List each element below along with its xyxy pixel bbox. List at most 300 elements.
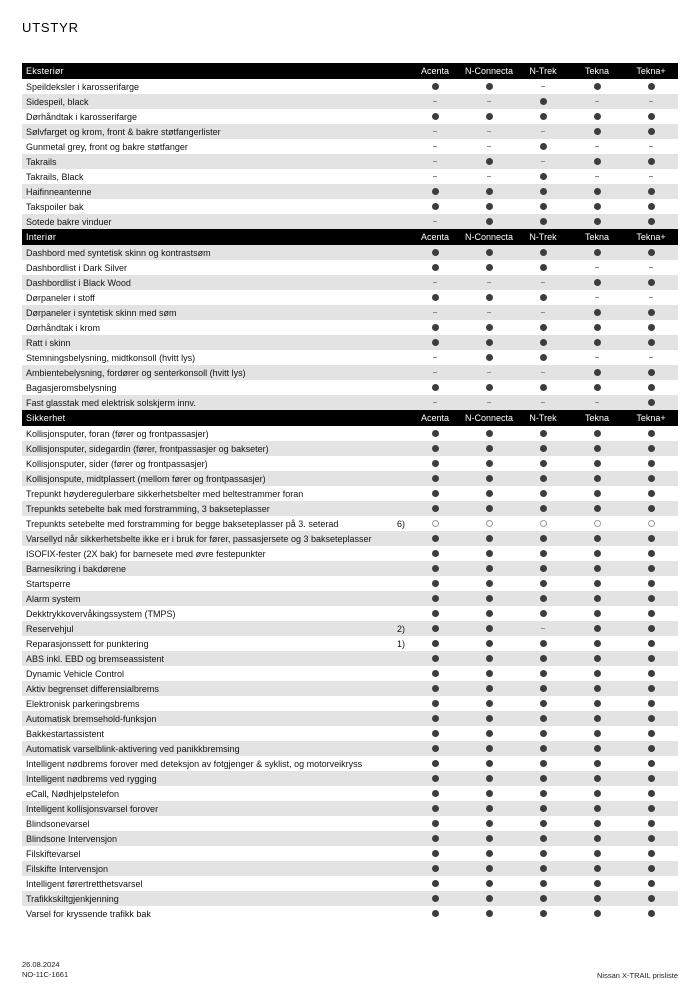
footer-date: 26.08.2024 (22, 960, 60, 969)
value-cell (624, 835, 678, 842)
feature-row (22, 305, 678, 320)
value-cell (462, 402, 516, 403)
value-cell (570, 267, 624, 268)
value-cell (516, 430, 570, 437)
value-cell (624, 850, 678, 857)
included-dot-icon (648, 700, 655, 707)
included-dot-icon (486, 805, 493, 812)
value-cell (570, 820, 624, 827)
dash-icon (595, 402, 599, 403)
value-cell (570, 249, 624, 256)
value-cell (516, 143, 570, 150)
value-cell (408, 324, 462, 331)
included-dot-icon (486, 505, 493, 512)
included-dot-icon (648, 640, 655, 647)
included-dot-icon (486, 294, 493, 301)
included-dot-icon (594, 745, 601, 752)
value-cell (408, 131, 462, 132)
value-cell (462, 282, 516, 283)
value-cell (408, 372, 462, 373)
value-cell (570, 113, 624, 120)
value-cell (462, 655, 516, 662)
column-headers (408, 66, 678, 76)
value-cell (624, 625, 678, 632)
feature-label: Reservehjul (26, 623, 74, 634)
value-cell (408, 402, 462, 403)
dash-icon (487, 282, 491, 283)
value-cell (624, 357, 678, 358)
value-cell (570, 595, 624, 602)
feature-row (22, 771, 678, 786)
included-dot-icon (594, 715, 601, 722)
value-cell (462, 312, 516, 313)
feature-label: Dekktrykkovervåkingssystem (TMPS) (26, 608, 176, 619)
value-cell (462, 775, 516, 782)
included-dot-icon (594, 279, 601, 286)
value-cell (408, 625, 462, 632)
value-cell (570, 384, 624, 391)
value-cell (408, 83, 462, 90)
value-cell (516, 264, 570, 271)
feature-label: Dørhåndtak i krom (26, 322, 101, 333)
feature-row (22, 651, 678, 666)
included-dot-icon (648, 188, 655, 195)
included-dot-icon (648, 715, 655, 722)
included-dot-icon (648, 850, 655, 857)
included-dot-icon (432, 384, 439, 391)
feature-row (22, 290, 678, 305)
included-dot-icon (486, 685, 493, 692)
value-cell (570, 835, 624, 842)
feature-row (22, 846, 678, 861)
value-cell (624, 297, 678, 298)
included-dot-icon (594, 535, 601, 542)
included-dot-icon (486, 354, 493, 361)
feature-label: Varsel for kryssende trafikk bak (26, 908, 151, 919)
feature-label: Kollisjonsputer, sidegardin (fører, frontpassasjer og bakseter) (26, 443, 269, 454)
value-cell (624, 640, 678, 647)
dash-icon (433, 146, 437, 147)
value-cell (624, 128, 678, 135)
feature-label: Fast glasstak med elektrisk solskjerm innv. (26, 397, 196, 408)
value-cell (624, 188, 678, 195)
value-cell (516, 745, 570, 752)
included-dot-icon (648, 490, 655, 497)
value-cell (516, 880, 570, 887)
included-dot-icon (432, 460, 439, 467)
value-cell (462, 790, 516, 797)
feature-label: Intelligent kollisjonsvarsel forover (26, 803, 159, 814)
included-dot-icon (648, 475, 655, 482)
included-dot-icon (594, 83, 601, 90)
included-dot-icon (594, 595, 601, 602)
feature-label: Dashbordlist i Dark Silver (26, 262, 128, 273)
value-cell (570, 700, 624, 707)
dash-icon (541, 312, 545, 313)
value-cell (408, 203, 462, 210)
feature-row (22, 154, 678, 169)
included-dot-icon (540, 535, 547, 542)
feature-row (22, 561, 678, 576)
feature-row (22, 169, 678, 184)
included-dot-icon (648, 445, 655, 452)
value-cell (570, 610, 624, 617)
feature-row (22, 906, 678, 921)
included-dot-icon (486, 895, 493, 902)
included-dot-icon (594, 640, 601, 647)
included-dot-icon (486, 188, 493, 195)
value-cell (462, 745, 516, 752)
value-cell (516, 775, 570, 782)
included-dot-icon (432, 595, 439, 602)
value-cell (516, 131, 570, 132)
included-dot-icon (648, 820, 655, 827)
value-cell (624, 700, 678, 707)
included-dot-icon (594, 339, 601, 346)
value-cell (462, 715, 516, 722)
included-dot-icon (540, 188, 547, 195)
value-cell (570, 279, 624, 286)
included-dot-icon (486, 760, 493, 767)
included-dot-icon (540, 715, 547, 722)
included-dot-icon (540, 865, 547, 872)
included-dot-icon (486, 550, 493, 557)
feature-row (22, 94, 678, 109)
included-dot-icon (648, 128, 655, 135)
included-dot-icon (594, 910, 601, 917)
value-cell (570, 83, 624, 90)
included-dot-icon (432, 430, 439, 437)
feature-label: Elektronisk parkeringsbrems (26, 698, 140, 709)
value-cell (570, 550, 624, 557)
dash-icon (649, 357, 653, 358)
value-cell (462, 218, 516, 225)
value-cell (624, 550, 678, 557)
feature-row (22, 876, 678, 891)
value-cell (516, 354, 570, 361)
included-dot-icon (594, 835, 601, 842)
dash-icon (541, 372, 545, 373)
value-cell (570, 580, 624, 587)
feature-row (22, 335, 678, 350)
included-dot-icon (540, 595, 547, 602)
footer-left (22, 960, 68, 980)
included-dot-icon (540, 445, 547, 452)
value-cell (624, 880, 678, 887)
included-dot-icon (594, 158, 601, 165)
included-dot-icon (432, 83, 439, 90)
feature-label: eCall, Nødhjelpstelefon (26, 788, 120, 799)
included-dot-icon (594, 580, 601, 587)
feature-label: Ratt i skinn (26, 337, 71, 348)
value-cell (516, 339, 570, 346)
included-dot-icon (594, 384, 601, 391)
feature-label: Varsellyd når sikkerhetsbelte ikke er i bruk for fører, passasjersete og 3 bakseteplasser (26, 533, 372, 544)
value-cell (408, 282, 462, 283)
included-dot-icon (594, 113, 601, 120)
value-cell (462, 505, 516, 512)
feature-row (22, 275, 678, 290)
dash-icon (595, 176, 599, 177)
feature-footnote: 1) (396, 638, 405, 649)
included-dot-icon (486, 430, 493, 437)
feature-label: Intelligent nødbrems ved rygging (26, 773, 157, 784)
value-cell (516, 372, 570, 373)
included-dot-icon (540, 203, 547, 210)
value-cell (408, 445, 462, 452)
included-dot-icon (432, 113, 439, 120)
feature-label: Barnesikring i bakdørene (26, 563, 127, 574)
value-cell (624, 339, 678, 346)
feature-row (22, 891, 678, 906)
value-cell (624, 146, 678, 147)
value-cell (408, 895, 462, 902)
value-cell (624, 535, 678, 542)
feature-label: Alarm system (26, 593, 81, 604)
included-dot-icon (594, 128, 601, 135)
value-cell (516, 384, 570, 391)
included-dot-icon (432, 760, 439, 767)
feature-row (22, 395, 678, 410)
value-cell (516, 520, 570, 527)
value-cell (462, 700, 516, 707)
included-dot-icon (648, 565, 655, 572)
included-dot-icon (540, 685, 547, 692)
feature-label: Dørpaneler i syntetisk skinn med søm (26, 307, 177, 318)
included-dot-icon (432, 820, 439, 827)
included-dot-icon (432, 188, 439, 195)
feature-label: Ambientebelysning, fordører og senterkonsoll (hvitt lys) (26, 367, 246, 378)
included-dot-icon (594, 625, 601, 632)
feature-row (22, 260, 678, 275)
feature-label: Sidespeil, black (26, 96, 89, 107)
included-dot-icon (594, 249, 601, 256)
included-dot-icon (594, 760, 601, 767)
dash-icon (595, 146, 599, 147)
value-cell (624, 203, 678, 210)
value-cell (516, 445, 570, 452)
column-headers (408, 232, 678, 242)
feature-label: Intelligent nødbrems forover med deteksjon av fotgjenger & syklist, og motorveikryss (26, 758, 363, 769)
value-cell (408, 176, 462, 177)
included-dot-icon (594, 655, 601, 662)
dash-icon (649, 267, 653, 268)
included-dot-icon (540, 640, 547, 647)
value-cell (570, 339, 624, 346)
included-dot-icon (594, 369, 601, 376)
value-cell (570, 640, 624, 647)
feature-label: Filskifte Intervensjon (26, 863, 109, 874)
feature-row (22, 139, 678, 154)
value-cell (462, 580, 516, 587)
value-cell (408, 249, 462, 256)
included-dot-icon (594, 850, 601, 857)
included-dot-icon (540, 430, 547, 437)
value-cell (624, 505, 678, 512)
value-cell (462, 520, 516, 527)
included-dot-icon (594, 460, 601, 467)
included-dot-icon (648, 399, 655, 406)
column-headers (408, 413, 678, 423)
included-dot-icon (486, 83, 493, 90)
included-dot-icon (540, 880, 547, 887)
included-dot-icon (432, 850, 439, 857)
value-cell (516, 249, 570, 256)
value-cell (408, 760, 462, 767)
value-cell (570, 775, 624, 782)
value-cell (408, 490, 462, 497)
value-cell (516, 282, 570, 283)
value-cell (624, 475, 678, 482)
value-cell (408, 595, 462, 602)
value-cell (570, 369, 624, 376)
value-cell (516, 565, 570, 572)
feature-label: Gunmetal grey, front og bakre støtfanger (26, 141, 188, 152)
value-cell (408, 640, 462, 647)
value-cell (408, 535, 462, 542)
value-cell (570, 535, 624, 542)
feature-row (22, 591, 678, 606)
value-cell (408, 775, 462, 782)
value-cell (516, 790, 570, 797)
feature-row (22, 380, 678, 395)
value-cell (570, 309, 624, 316)
value-cell (516, 820, 570, 827)
included-dot-icon (594, 188, 601, 195)
feature-row (22, 726, 678, 741)
included-dot-icon (648, 339, 655, 346)
included-dot-icon (648, 910, 655, 917)
included-dot-icon (432, 249, 439, 256)
feature-row (22, 245, 678, 260)
included-dot-icon (648, 384, 655, 391)
value-cell (462, 430, 516, 437)
column-header: Tekna+ (636, 66, 666, 76)
included-dot-icon (540, 820, 547, 827)
included-dot-icon (594, 490, 601, 497)
value-cell (624, 895, 678, 902)
included-dot-icon (540, 294, 547, 301)
included-dot-icon (486, 700, 493, 707)
included-dot-icon (540, 505, 547, 512)
value-cell (516, 460, 570, 467)
value-cell (516, 173, 570, 180)
column-header: N-Connecta (464, 66, 514, 76)
value-cell (516, 490, 570, 497)
value-cell (462, 895, 516, 902)
value-cell (570, 850, 624, 857)
value-cell (516, 715, 570, 722)
dash-icon (487, 131, 491, 132)
included-dot-icon (432, 294, 439, 301)
value-cell (516, 730, 570, 737)
included-dot-icon (486, 670, 493, 677)
value-cell (624, 565, 678, 572)
feature-label: Trepunkt høyderegulerbare sikkerhetsbelter med beltestrammer foran (26, 488, 304, 499)
feature-row (22, 214, 678, 229)
feature-footnote: 6) (396, 518, 405, 529)
included-dot-icon (648, 745, 655, 752)
included-dot-icon (486, 460, 493, 467)
feature-label: Startsperre (26, 578, 71, 589)
value-cell (462, 294, 516, 301)
value-cell (462, 625, 516, 632)
feature-label: Aktiv begrenset differensialbrems (26, 683, 159, 694)
included-dot-icon (648, 685, 655, 692)
value-cell (516, 312, 570, 313)
included-dot-icon (594, 565, 601, 572)
dash-icon (595, 297, 599, 298)
value-cell (516, 760, 570, 767)
value-cell (570, 895, 624, 902)
included-dot-icon (540, 805, 547, 812)
value-cell (624, 249, 678, 256)
value-cell (462, 83, 516, 90)
value-cell (624, 820, 678, 827)
included-dot-icon (432, 880, 439, 887)
value-cell (462, 835, 516, 842)
included-dot-icon (432, 790, 439, 797)
feature-label: ISOFIX-fester (2X bak) for barnesete med øvre festepunkter (26, 548, 266, 559)
value-cell (570, 324, 624, 331)
included-dot-icon (486, 218, 493, 225)
column-header: Acenta (420, 413, 450, 423)
value-cell (462, 805, 516, 812)
feature-label: Sotede bakre vinduer (26, 216, 112, 227)
value-cell (462, 910, 516, 917)
feature-label: Takrails, Black (26, 171, 84, 182)
value-cell (624, 113, 678, 120)
value-cell (462, 685, 516, 692)
value-cell (516, 113, 570, 120)
feature-row (22, 79, 678, 94)
dash-icon (433, 312, 437, 313)
dash-icon (433, 176, 437, 177)
dash-icon (487, 402, 491, 403)
section-title: Interiør (26, 232, 57, 242)
included-dot-icon (432, 625, 439, 632)
value-cell (462, 820, 516, 827)
section-header (22, 410, 678, 426)
included-dot-icon (540, 745, 547, 752)
dash-icon (595, 267, 599, 268)
value-cell (408, 655, 462, 662)
included-dot-icon (540, 910, 547, 917)
included-dot-icon (432, 565, 439, 572)
value-cell (516, 98, 570, 105)
value-cell (516, 865, 570, 872)
included-dot-icon (540, 460, 547, 467)
value-cell (570, 402, 624, 403)
feature-label: Speildeksler i karosserifarge (26, 81, 140, 92)
column-header: N-Connecta (464, 232, 514, 242)
included-dot-icon (486, 850, 493, 857)
included-dot-icon (540, 835, 547, 842)
feature-label: Kollisjonspute, midtplassert (mellom fører og frontpassasjer) (26, 473, 266, 484)
value-cell (570, 176, 624, 177)
value-cell (408, 312, 462, 313)
included-dot-icon (594, 895, 601, 902)
equipment-table (22, 63, 678, 921)
included-dot-icon (648, 369, 655, 376)
value-cell (624, 101, 678, 102)
included-dot-icon (648, 595, 655, 602)
included-dot-icon (648, 895, 655, 902)
included-dot-icon (648, 790, 655, 797)
feature-label: Dørhåndtak i karosserifarge (26, 111, 138, 122)
feature-row (22, 501, 678, 516)
value-cell (570, 625, 624, 632)
